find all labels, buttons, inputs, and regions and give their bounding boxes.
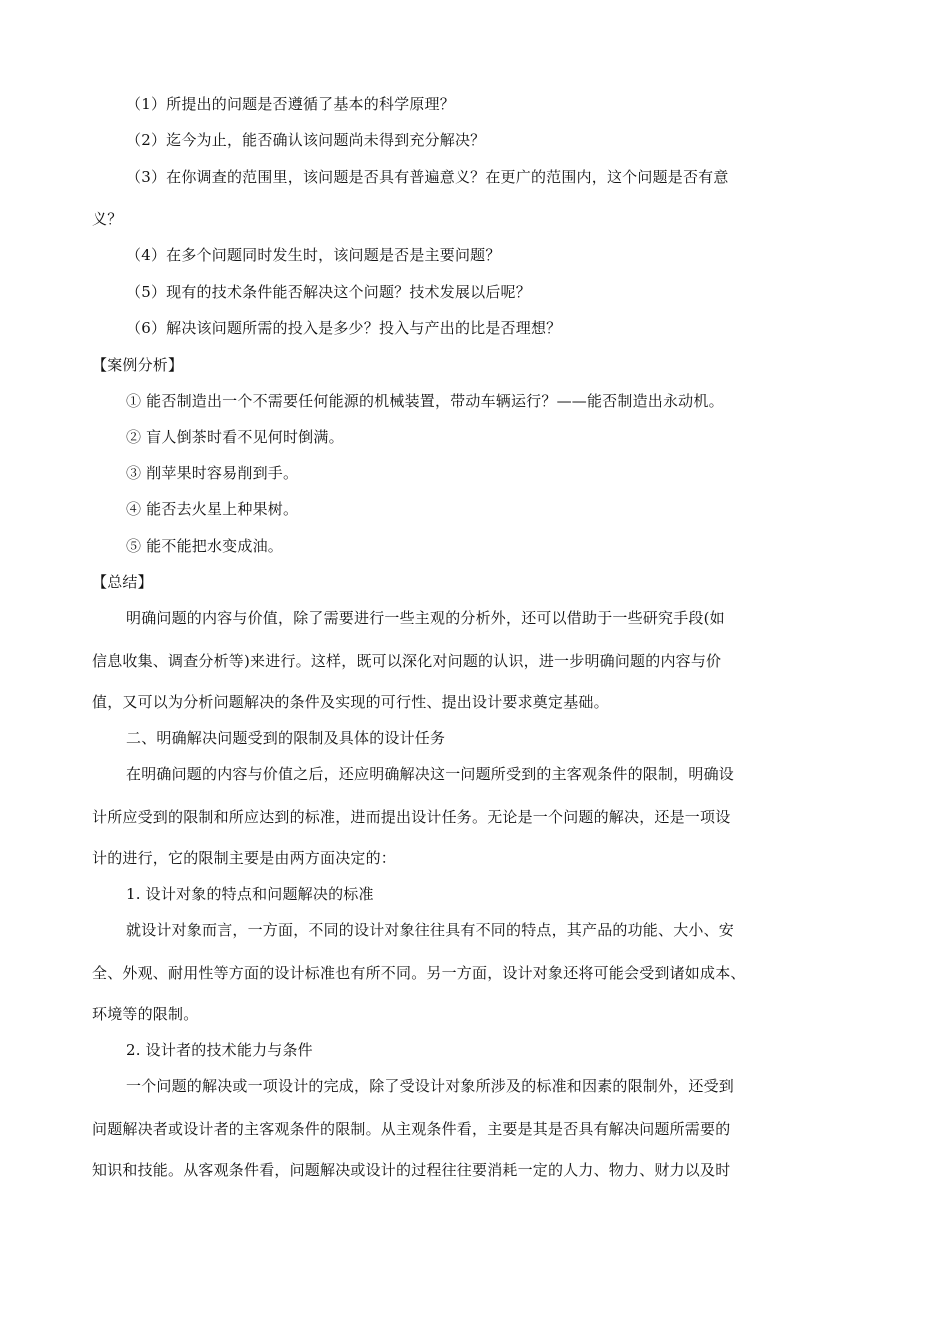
question-3: （3）在你调查的范围里，该问题是否具有普遍意义？在更广的范围内，这个问题是否有意: [126, 168, 729, 186]
question-1: （1）所提出的问题是否遵循了基本的科学原理？: [126, 95, 455, 113]
question-6: （6）解决该问题所需的投入是多少？投入与产出的比是否理想？: [126, 319, 562, 337]
subsection-2-line-1: 一个问题的解决或一项设计的完成，除了受设计对象所涉及的标准和因素的限制外，还受到: [126, 1077, 735, 1095]
subsection-1-line-3: 环境等的限制。: [92, 1005, 199, 1023]
subsection-2-title: 2. 设计者的技术能力与条件: [126, 1041, 313, 1059]
subsection-2-line-2: 问题解决者或设计者的主客观条件的限制。从主观条件看，主要是其是否具有解决问题所需要的: [92, 1120, 731, 1138]
section-2-intro-2: 计所应受到的限制和所应达到的标准，进而提出设计任务。无论是一个问题的解决，还是一项设: [92, 808, 731, 826]
summary-line-1: 明确问题的内容与价值，除了需要进行一些主观的分析外，还可以借助于一些研究手段(如: [126, 609, 725, 627]
case-item-3: ③ 削苹果时容易削到手。: [126, 464, 299, 482]
question-5: （5）现有的技术条件能否解决这个问题？技术发展以后呢？: [126, 283, 531, 301]
section-2-intro-1: 在明确问题的内容与价值之后，还应明确解决这一问题所受到的主客观条件的限制，明确设: [126, 765, 735, 783]
subsection-1-line-1: 就设计对象而言，一方面，不同的设计对象往往具有不同的特点，其产品的功能、大小、安: [126, 921, 735, 939]
section-2-intro-3: 计的进行，它的限制主要是由两方面决定的：: [92, 849, 397, 867]
case-analysis-heading: 【案例分析】: [92, 356, 184, 374]
summary-heading: 【总结】: [92, 573, 153, 591]
question-3-continued: 义？: [92, 210, 123, 228]
case-item-4: ④ 能否去火星上种果树。: [126, 500, 299, 518]
case-item-2: ② 盲人倒茶时看不见何时倒满。: [126, 428, 344, 446]
subsection-2-line-3: 知识和技能。从客观条件看，问题解决或设计的过程往往要消耗一定的人力、物力、财力以及时: [92, 1161, 731, 1179]
subsection-1-title: 1. 设计对象的特点和问题解决的标准: [126, 885, 374, 903]
question-2: （2）迄今为止，能否确认该问题尚未得到充分解决？: [126, 131, 486, 149]
summary-line-2: 信息收集、调查分析等)来进行。这样，既可以深化对问题的认识，进一步明确问题的内容与价: [92, 652, 722, 670]
case-item-1: ① 能否制造出一个不需要任何能源的机械装置，带动车辆运行？——能否制造出永动机。: [126, 392, 724, 410]
summary-line-3: 值，又可以为分析问题解决的条件及实现的可行性、提出设计要求奠定基础。: [92, 693, 609, 711]
question-4: （4）在多个问题同时发生时，该问题是否是主要问题？: [126, 246, 501, 264]
case-item-5: ⑤ 能不能把水变成油。: [126, 537, 283, 555]
subsection-1-line-2: 全、外观、耐用性等方面的设计标准也有所不同。另一方面，设计对象还将可能会受到诸如成本、: [92, 964, 746, 982]
section-2-title: 二、明确解决问题受到的限制及具体的设计任务: [126, 729, 446, 747]
